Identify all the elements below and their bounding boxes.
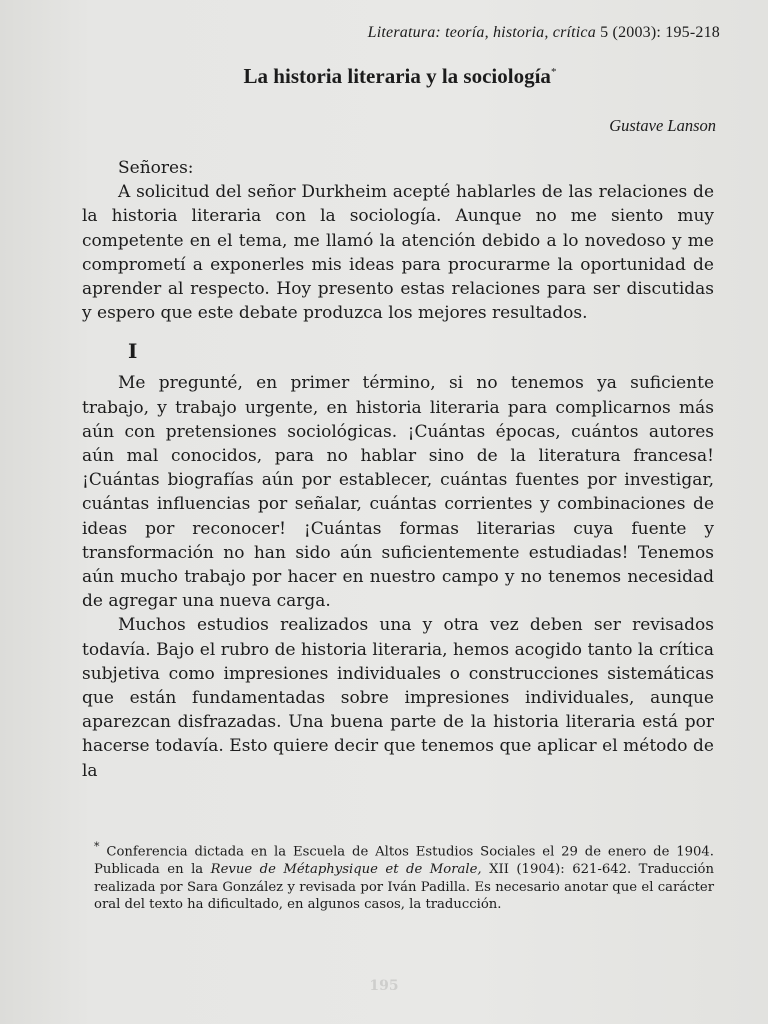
running-header [368,24,720,42]
article-title-text: La historia literaria y la sociología [243,64,551,88]
footnote-volume: XII [489,861,509,877]
body-paragraph: Muchos estudios realizados una y otra vez deben ser revisados todavía. Bajo el rubro de historia literaria, hemos acogido tanto la crítica subjetiva como impresiones individuales o construcciones sistemáticas que están fundamentadas sobre impresiones individuales, aunque aparezcan disfrazadas. Una buena parte de la historia literaria está por hacerse todavía. Esto quiere decir que tenemos que aplicar el método de la [82,615,714,781]
journal-volume: 5 [600,24,609,41]
intro-paragraph: A solicitud del señor Durkheim acepté hablarles de las relaciones de la historia literaria con la sociología. Aunque no me siento muy competente en el tema, me llamó la atención debido a lo novedoso y me comprometí a exponerles mis ideas para procurarme la oportunidad de aprender al respecto. Hoy presento estas relaciones para ser discutidas y espero que este debate produzca los mejores resultados. [82,182,714,324]
footnote [94,838,714,914]
body-paragraph: Me pregunté, en primer término, si no tenemos ya suficiente trabajo, y trabajo urgente, en historia literaria para complicarnos más aún con pretensiones sociológicas. ¡Cuántas épocas, cuántos autores aún mal conocidos, para no hablar sino de la literatura francesa! ¡Cuántas biografías aún por establecer, cuántas fuentes por investigar, cuántas influencias por señalar, cuántas corrientes y combinaciones de ideas por reconocer! ¡Cuántas formas literarias cuya fuente y transformación no han sido aún suficientemente estudiadas! Tenemos aún mucho trabajo por hacer en nuestro campo y no tenemos necesidad de agregar una nueva carga. [82,373,714,612]
article-title [80,64,720,89]
journal-name: Literatura: teoría, historia, crítica [367,24,596,41]
article-body [82,156,714,783]
article-author: Gustave Lanson [609,116,716,135]
journal-year: (2003): [612,24,662,41]
salutation: Señores: [118,158,194,178]
footnote-text-before: Conferencia dictada en la Escuela de Altos Estudios Sociales el 29 de enero de 1904. Publicada en la [94,844,714,877]
page-number: 195 [369,978,399,994]
section-heading: I [128,339,138,364]
footnote-mark: * [94,840,100,853]
footnote-text-after: (1904): 621-642. Traducción realizada por Sara González y revisada por Iván Padilla. Es necesario anotar que el carácter oral del texto ha dificultado, en algunos casos, la traducción. [94,861,714,913]
journal-pages: 195-218 [665,24,720,41]
footnote-publication: Revue de Métaphysique et de Morale, [210,861,482,877]
footnote-reference-mark: * [550,66,557,78]
